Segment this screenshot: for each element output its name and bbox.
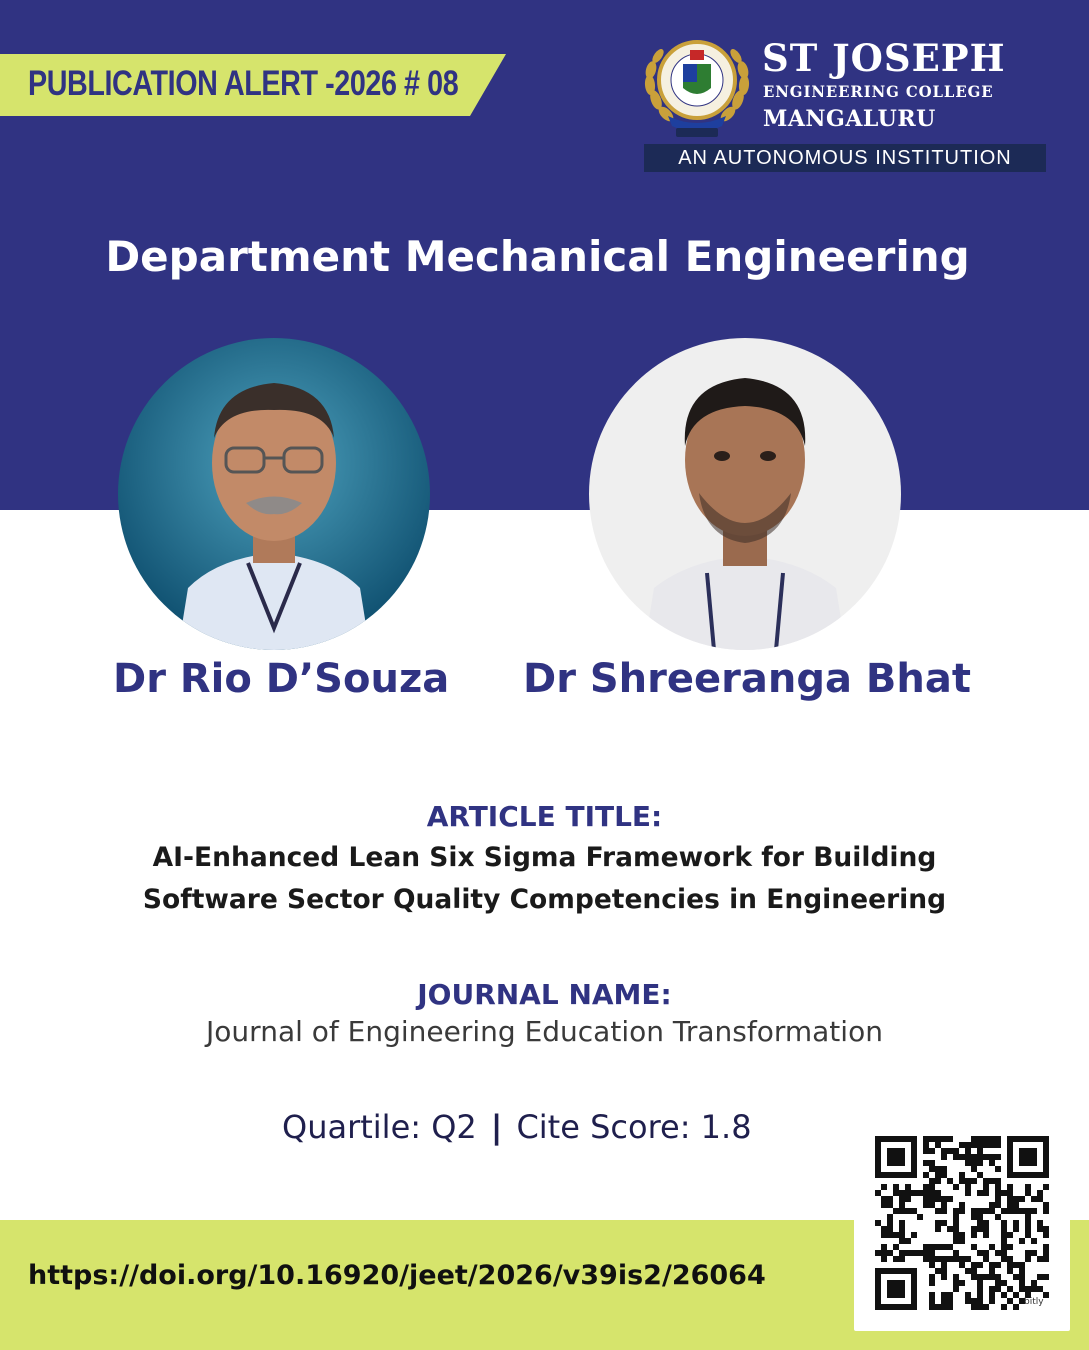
quartile-value: Quartile: Q2: [282, 1108, 477, 1146]
department-title: Department Mechanical Engineering: [105, 232, 970, 281]
qr-brand: bitly: [1024, 1297, 1044, 1307]
journal-metrics: [282, 1108, 752, 1146]
author-name-1: Dr Rio D’Souza: [113, 656, 450, 702]
cite-score-value: Cite Score: 1.8: [516, 1108, 752, 1146]
publication-alert-label: PUBLICATION ALERT -2026 # 08: [28, 64, 459, 103]
author-photo-shreeranga-bhat: [589, 338, 901, 650]
article-title-line-2: Software Sector Quality Competencies in Engineering: [142, 884, 947, 915]
author-name-2: Dr Shreeranga Bhat: [523, 656, 971, 702]
metrics-separator: |: [490, 1108, 503, 1146]
article-title-line-1: AI-Enhanced Lean Six Sigma Framework for Building: [152, 842, 937, 873]
college-crest-icon: [638, 30, 756, 140]
autonomous-tagline: AN AUTONOMOUS INSTITUTION: [644, 144, 1046, 172]
article-title-label: ARTICLE TITLE:: [426, 800, 663, 833]
doi-link[interactable]: https://doi.org/10.16920/jeet/2026/v39is2/26064: [28, 1260, 766, 1291]
college-name-subtitle: ENGINEERING COLLEGE: [763, 82, 994, 101]
college-name: ST JOSEPH: [762, 36, 1006, 80]
author-photo-rio-dsouza: [118, 338, 430, 650]
college-city: MANGALURU: [763, 106, 936, 132]
journal-name: Journal of Engineering Education Transformation: [206, 1015, 883, 1048]
journal-name-label: JOURNAL NAME:: [417, 978, 672, 1011]
